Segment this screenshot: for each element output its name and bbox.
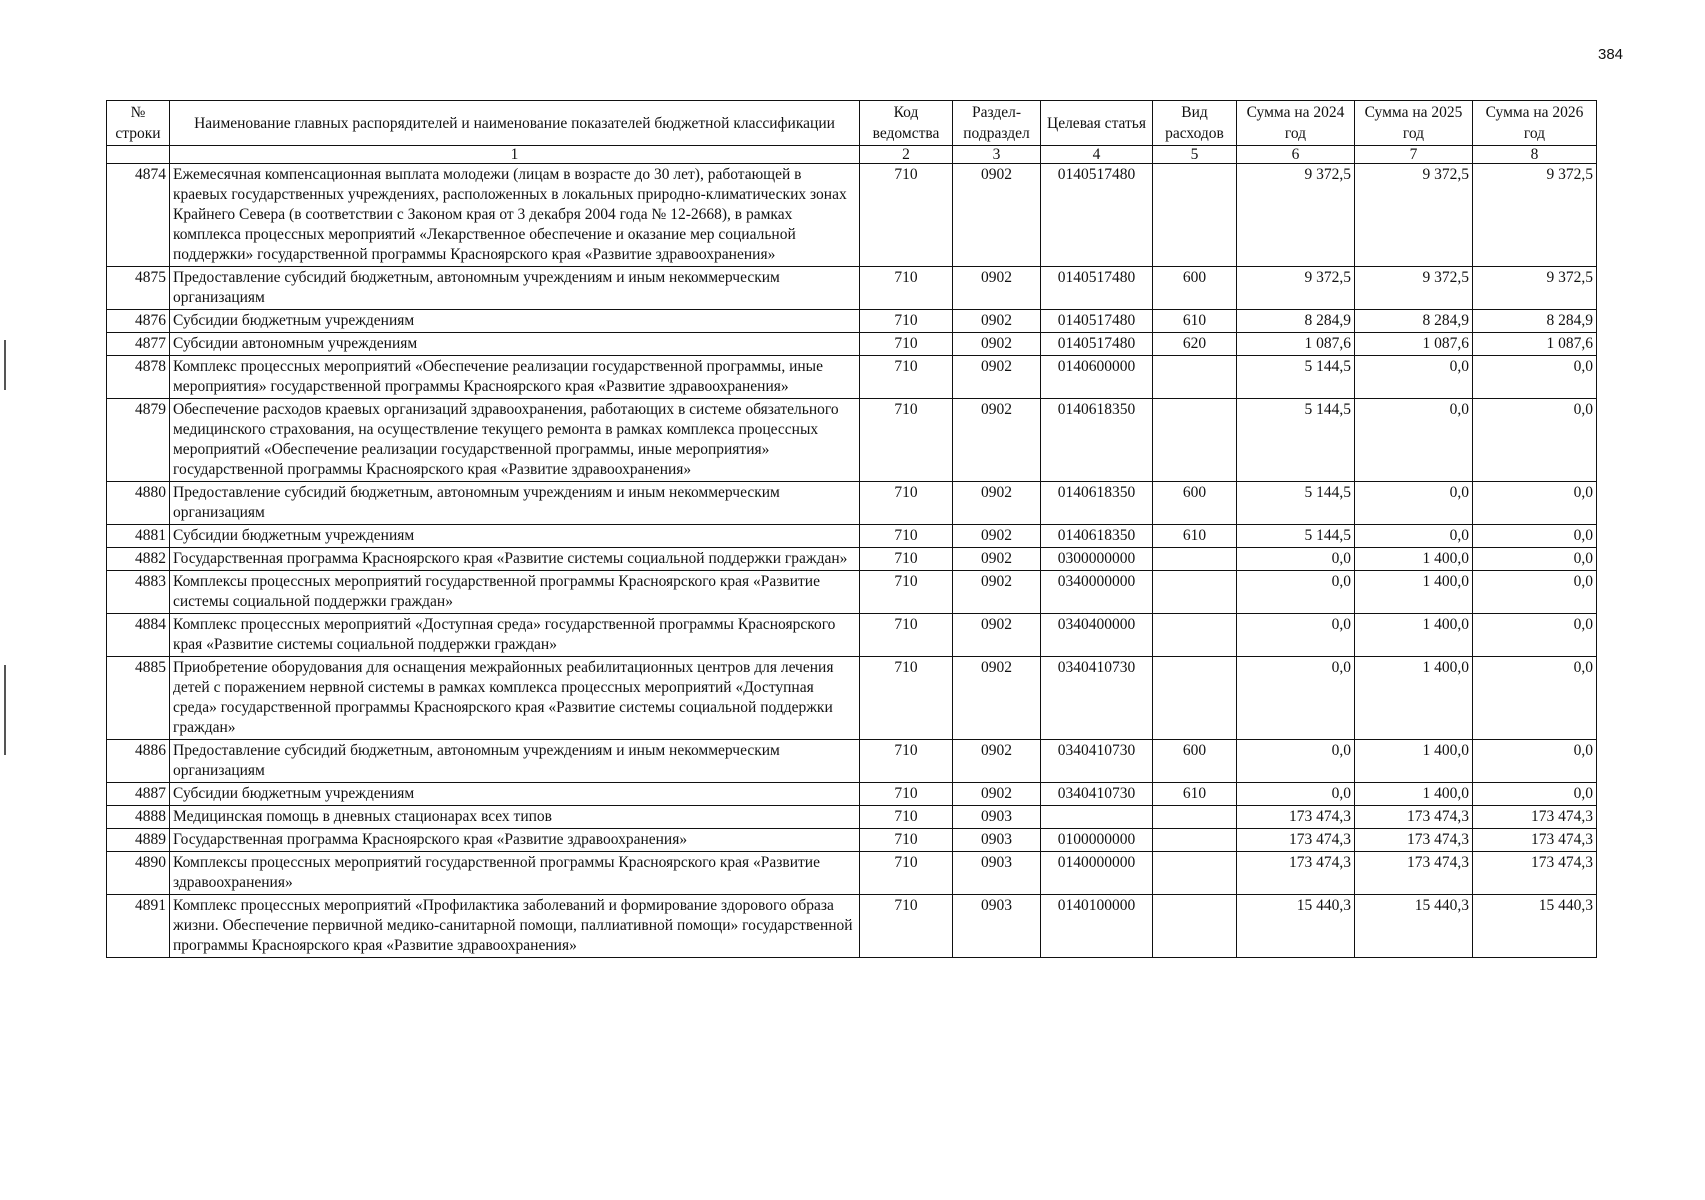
target-article: 0140600000: [1041, 356, 1153, 399]
dept-code: 710: [860, 657, 953, 740]
dept-code: 710: [860, 525, 953, 548]
sum-2024: 5 144,5: [1237, 356, 1355, 399]
expense-type: [1153, 164, 1237, 267]
sum-2026: 0,0: [1473, 356, 1597, 399]
row-number: 4883: [107, 571, 170, 614]
sum-2026: 0,0: [1473, 548, 1597, 571]
expense-type: 620: [1153, 333, 1237, 356]
header-expense-type: Вид расходов: [1153, 101, 1237, 146]
row-number: 4880: [107, 482, 170, 525]
row-name: Комплекс процессных мероприятий «Доступная среда» государственной программы Красноярского края «Развитие системы социальной поддержки граждан»: [170, 614, 860, 657]
sum-2026: 0,0: [1473, 482, 1597, 525]
target-article: 0140618350: [1041, 525, 1153, 548]
row-name: Комплекс процессных мероприятий «Обеспечение реализации государственной программы, иные мероприятия» государственной программы Красноярского края «Развитие здравоохранения»: [170, 356, 860, 399]
row-name: Комплексы процессных мероприятий государственной программы Красноярского края «Развитие здравоохранения»: [170, 852, 860, 895]
sum-2026: 9 372,5: [1473, 164, 1597, 267]
sum-2024: 173 474,3: [1237, 852, 1355, 895]
dept-code: 710: [860, 740, 953, 783]
section-code: 0902: [953, 657, 1041, 740]
column-index: 7: [1355, 146, 1473, 164]
sum-2025: 0,0: [1355, 356, 1473, 399]
sum-2026: 173 474,3: [1473, 829, 1597, 852]
section-code: 0903: [953, 829, 1041, 852]
sum-2024: 0,0: [1237, 548, 1355, 571]
table-row: [107, 525, 1597, 548]
sum-2025: 8 284,9: [1355, 310, 1473, 333]
row-name: Предоставление субсидий бюджетным, автономным учреждениям и иным некоммерческим организациям: [170, 267, 860, 310]
target-article: 0340410730: [1041, 657, 1153, 740]
row-number: 4879: [107, 399, 170, 482]
row-name: Субсидии бюджетным учреждениям: [170, 783, 860, 806]
sum-2025: 173 474,3: [1355, 852, 1473, 895]
target-article: 0140517480: [1041, 310, 1153, 333]
target-article: 0140517480: [1041, 267, 1153, 310]
target-article: 0140618350: [1041, 482, 1153, 525]
sum-2024: 5 144,5: [1237, 399, 1355, 482]
dept-code: 710: [860, 267, 953, 310]
dept-code: 710: [860, 783, 953, 806]
row-number: 4888: [107, 806, 170, 829]
section-code: 0902: [953, 267, 1041, 310]
expense-type: [1153, 548, 1237, 571]
table-row: [107, 333, 1597, 356]
sum-2024: 9 372,5: [1237, 267, 1355, 310]
section-code: 0902: [953, 571, 1041, 614]
row-name: Государственная программа Красноярского края «Развитие здравоохранения»: [170, 829, 860, 852]
sum-2024: 8 284,9: [1237, 310, 1355, 333]
table-row: [107, 310, 1597, 333]
target-article: 0140517480: [1041, 333, 1153, 356]
sum-2025: 173 474,3: [1355, 829, 1473, 852]
sum-2025: 1 400,0: [1355, 657, 1473, 740]
header-dept-code: Код ведомства: [860, 101, 953, 146]
section-code: 0902: [953, 525, 1041, 548]
row-name: Предоставление субсидий бюджетным, автономным учреждениям и иным некоммерческим организациям: [170, 740, 860, 783]
sum-2025: 0,0: [1355, 399, 1473, 482]
expense-type: [1153, 852, 1237, 895]
row-number: 4887: [107, 783, 170, 806]
expense-type: 610: [1153, 310, 1237, 333]
sum-2024: 0,0: [1237, 614, 1355, 657]
dept-code: 710: [860, 356, 953, 399]
sum-2025: 1 400,0: [1355, 614, 1473, 657]
row-number: 4884: [107, 614, 170, 657]
row-name: Комплекс процессных мероприятий «Профилактика заболеваний и формирование здорового образа жизни. Обеспечение первичной медико-санитарной помощи, паллиативной помощи» государственной программы Красноярского края «Развитие здравоохранения»: [170, 895, 860, 958]
sum-2025: 15 440,3: [1355, 895, 1473, 958]
row-number: 4877: [107, 333, 170, 356]
sum-2026: 8 284,9: [1473, 310, 1597, 333]
sum-2024: 5 144,5: [1237, 525, 1355, 548]
expense-type: 600: [1153, 482, 1237, 525]
section-code: 0902: [953, 399, 1041, 482]
sum-2024: 15 440,3: [1237, 895, 1355, 958]
target-article: 0340000000: [1041, 571, 1153, 614]
row-name: Государственная программа Красноярского края «Развитие системы социальной поддержки граждан»: [170, 548, 860, 571]
header-sum-2025: Сумма на 2025 год: [1355, 101, 1473, 146]
sum-2026: 0,0: [1473, 657, 1597, 740]
row-name: Субсидии бюджетным учреждениям: [170, 525, 860, 548]
section-code: 0902: [953, 310, 1041, 333]
expense-type: [1153, 356, 1237, 399]
row-name: Субсидии бюджетным учреждениям: [170, 310, 860, 333]
table-row: [107, 657, 1597, 740]
table-row: [107, 267, 1597, 310]
sum-2024: 1 087,6: [1237, 333, 1355, 356]
target-article: 0140100000: [1041, 895, 1153, 958]
expense-type: 610: [1153, 783, 1237, 806]
column-index: [107, 146, 170, 164]
column-index: 6: [1237, 146, 1355, 164]
header-row-number: № строки: [107, 101, 170, 146]
budget-table: [106, 100, 1597, 958]
expense-type: [1153, 895, 1237, 958]
dept-code: 710: [860, 852, 953, 895]
section-code: 0903: [953, 895, 1041, 958]
sum-2024: 0,0: [1237, 571, 1355, 614]
row-number: 4876: [107, 310, 170, 333]
sum-2026: 0,0: [1473, 614, 1597, 657]
sum-2025: 1 400,0: [1355, 740, 1473, 783]
dept-code: 710: [860, 399, 953, 482]
scan-edge-mark: [4, 665, 6, 755]
header-section: Раздел-подраздел: [953, 101, 1041, 146]
row-name: Медицинская помощь в дневных стационарах всех типов: [170, 806, 860, 829]
target-article: 0340410730: [1041, 783, 1153, 806]
dept-code: 710: [860, 548, 953, 571]
sum-2026: 0,0: [1473, 571, 1597, 614]
table-row: [107, 164, 1597, 267]
column-index: 3: [953, 146, 1041, 164]
expense-type: [1153, 614, 1237, 657]
header-name: Наименование главных распорядителей и наименование показателей бюджетной классификации: [170, 101, 860, 146]
row-number: 4890: [107, 852, 170, 895]
section-code: 0902: [953, 783, 1041, 806]
sum-2026: 9 372,5: [1473, 267, 1597, 310]
section-code: 0903: [953, 806, 1041, 829]
section-code: 0902: [953, 740, 1041, 783]
target-article: 0100000000: [1041, 829, 1153, 852]
dept-code: 710: [860, 310, 953, 333]
column-index: 2: [860, 146, 953, 164]
sum-2024: 9 372,5: [1237, 164, 1355, 267]
sum-2024: 173 474,3: [1237, 806, 1355, 829]
expense-type: 600: [1153, 740, 1237, 783]
table-row: [107, 571, 1597, 614]
target-article: 0340410730: [1041, 740, 1153, 783]
sum-2024: 5 144,5: [1237, 482, 1355, 525]
dept-code: 710: [860, 333, 953, 356]
section-code: 0902: [953, 548, 1041, 571]
table-row: [107, 783, 1597, 806]
header-sum-2026: Сумма на 2026 год: [1473, 101, 1597, 146]
expense-type: 600: [1153, 267, 1237, 310]
sum-2025: 1 400,0: [1355, 783, 1473, 806]
row-name: Предоставление субсидий бюджетным, автономным учреждениям и иным некоммерческим организациям: [170, 482, 860, 525]
dept-code: 710: [860, 164, 953, 267]
column-index: 8: [1473, 146, 1597, 164]
section-code: 0902: [953, 614, 1041, 657]
column-index: 1: [170, 146, 860, 164]
sum-2025: 1 087,6: [1355, 333, 1473, 356]
table-row: [107, 895, 1597, 958]
sum-2026: 0,0: [1473, 783, 1597, 806]
row-number: 4878: [107, 356, 170, 399]
sum-2026: 15 440,3: [1473, 895, 1597, 958]
table-row: [107, 740, 1597, 783]
section-code: 0902: [953, 482, 1041, 525]
sum-2025: 9 372,5: [1355, 267, 1473, 310]
row-number: 4881: [107, 525, 170, 548]
sum-2024: 0,0: [1237, 740, 1355, 783]
table-row: [107, 356, 1597, 399]
expense-type: [1153, 806, 1237, 829]
sum-2026: 0,0: [1473, 399, 1597, 482]
table-row: [107, 614, 1597, 657]
dept-code: 710: [860, 482, 953, 525]
page-number: 384: [1598, 46, 1624, 63]
target-article: 0140517480: [1041, 164, 1153, 267]
section-code: 0902: [953, 164, 1041, 267]
expense-type: [1153, 399, 1237, 482]
section-code: 0902: [953, 333, 1041, 356]
dept-code: 710: [860, 829, 953, 852]
table-header-row: [107, 101, 1597, 146]
sum-2025: 0,0: [1355, 482, 1473, 525]
table-row: [107, 806, 1597, 829]
dept-code: 710: [860, 571, 953, 614]
target-article: [1041, 806, 1153, 829]
target-article: 0140618350: [1041, 399, 1153, 482]
scan-edge-mark: [4, 340, 6, 390]
table-row: [107, 829, 1597, 852]
expense-type: 610: [1153, 525, 1237, 548]
column-index: 4: [1041, 146, 1153, 164]
sum-2025: 9 372,5: [1355, 164, 1473, 267]
row-name: Обеспечение расходов краевых организаций здравоохранения, работающих в системе обязательного медицинского страхования, на осуществление текущего ремонта в рамках комплекса процессных мероприятий «Обеспечение реализации государственной программы, иные мероприятия» государственной программы Красноярского края «Развитие здравоохранения»: [170, 399, 860, 482]
table-row: [107, 399, 1597, 482]
sum-2026: 173 474,3: [1473, 852, 1597, 895]
sum-2024: 0,0: [1237, 783, 1355, 806]
target-article: 0340400000: [1041, 614, 1153, 657]
sum-2026: 0,0: [1473, 525, 1597, 548]
target-article: 0140000000: [1041, 852, 1153, 895]
sum-2026: 0,0: [1473, 740, 1597, 783]
sum-2025: 173 474,3: [1355, 806, 1473, 829]
table-row: [107, 482, 1597, 525]
header-target-article: Целевая статья: [1041, 101, 1153, 146]
section-code: 0903: [953, 852, 1041, 895]
section-code: 0902: [953, 356, 1041, 399]
row-number: 4882: [107, 548, 170, 571]
sum-2026: 1 087,6: [1473, 333, 1597, 356]
target-article: 0300000000: [1041, 548, 1153, 571]
column-index-row: [107, 146, 1597, 164]
expense-type: [1153, 571, 1237, 614]
table-row: [107, 548, 1597, 571]
sum-2025: 1 400,0: [1355, 548, 1473, 571]
row-number: 4885: [107, 657, 170, 740]
sum-2026: 173 474,3: [1473, 806, 1597, 829]
row-name: Субсидии автономным учреждениям: [170, 333, 860, 356]
row-number: 4891: [107, 895, 170, 958]
sum-2025: 1 400,0: [1355, 571, 1473, 614]
row-name: Ежемесячная компенсационная выплата молодежи (лицам в возрасте до 30 лет), работающей в краевых государственных учреждениях, расположенных в локальных природно-климатических зонах Крайнего Севера (в соответствии с Законом края от 3 декабря 2004 года № 12-2668), в рамках комплекса процессных мероприятий «Лекарственное обеспечение и оказание мер социальной поддержки» государственной программы Красноярского края «Развитие здравоохранения»: [170, 164, 860, 267]
row-name: Комплексы процессных мероприятий государственной программы Красноярского края «Развитие системы социальной поддержки граждан»: [170, 571, 860, 614]
column-index: 5: [1153, 146, 1237, 164]
sum-2024: 173 474,3: [1237, 829, 1355, 852]
row-number: 4874: [107, 164, 170, 267]
table-row: [107, 852, 1597, 895]
dept-code: 710: [860, 895, 953, 958]
expense-type: [1153, 657, 1237, 740]
row-number: 4875: [107, 267, 170, 310]
dept-code: 710: [860, 614, 953, 657]
sum-2024: 0,0: [1237, 657, 1355, 740]
header-sum-2024: Сумма на 2024 год: [1237, 101, 1355, 146]
row-number: 4889: [107, 829, 170, 852]
row-number: 4886: [107, 740, 170, 783]
row-name: Приобретение оборудования для оснащения межрайонных реабилитационных центров для лечения детей с поражением нервной системы в рамках комплекса процессных мероприятий «Доступная среда» государственной программы Красноярского края «Развитие системы социальной поддержки граждан»: [170, 657, 860, 740]
sum-2025: 0,0: [1355, 525, 1473, 548]
dept-code: 710: [860, 806, 953, 829]
expense-type: [1153, 829, 1237, 852]
